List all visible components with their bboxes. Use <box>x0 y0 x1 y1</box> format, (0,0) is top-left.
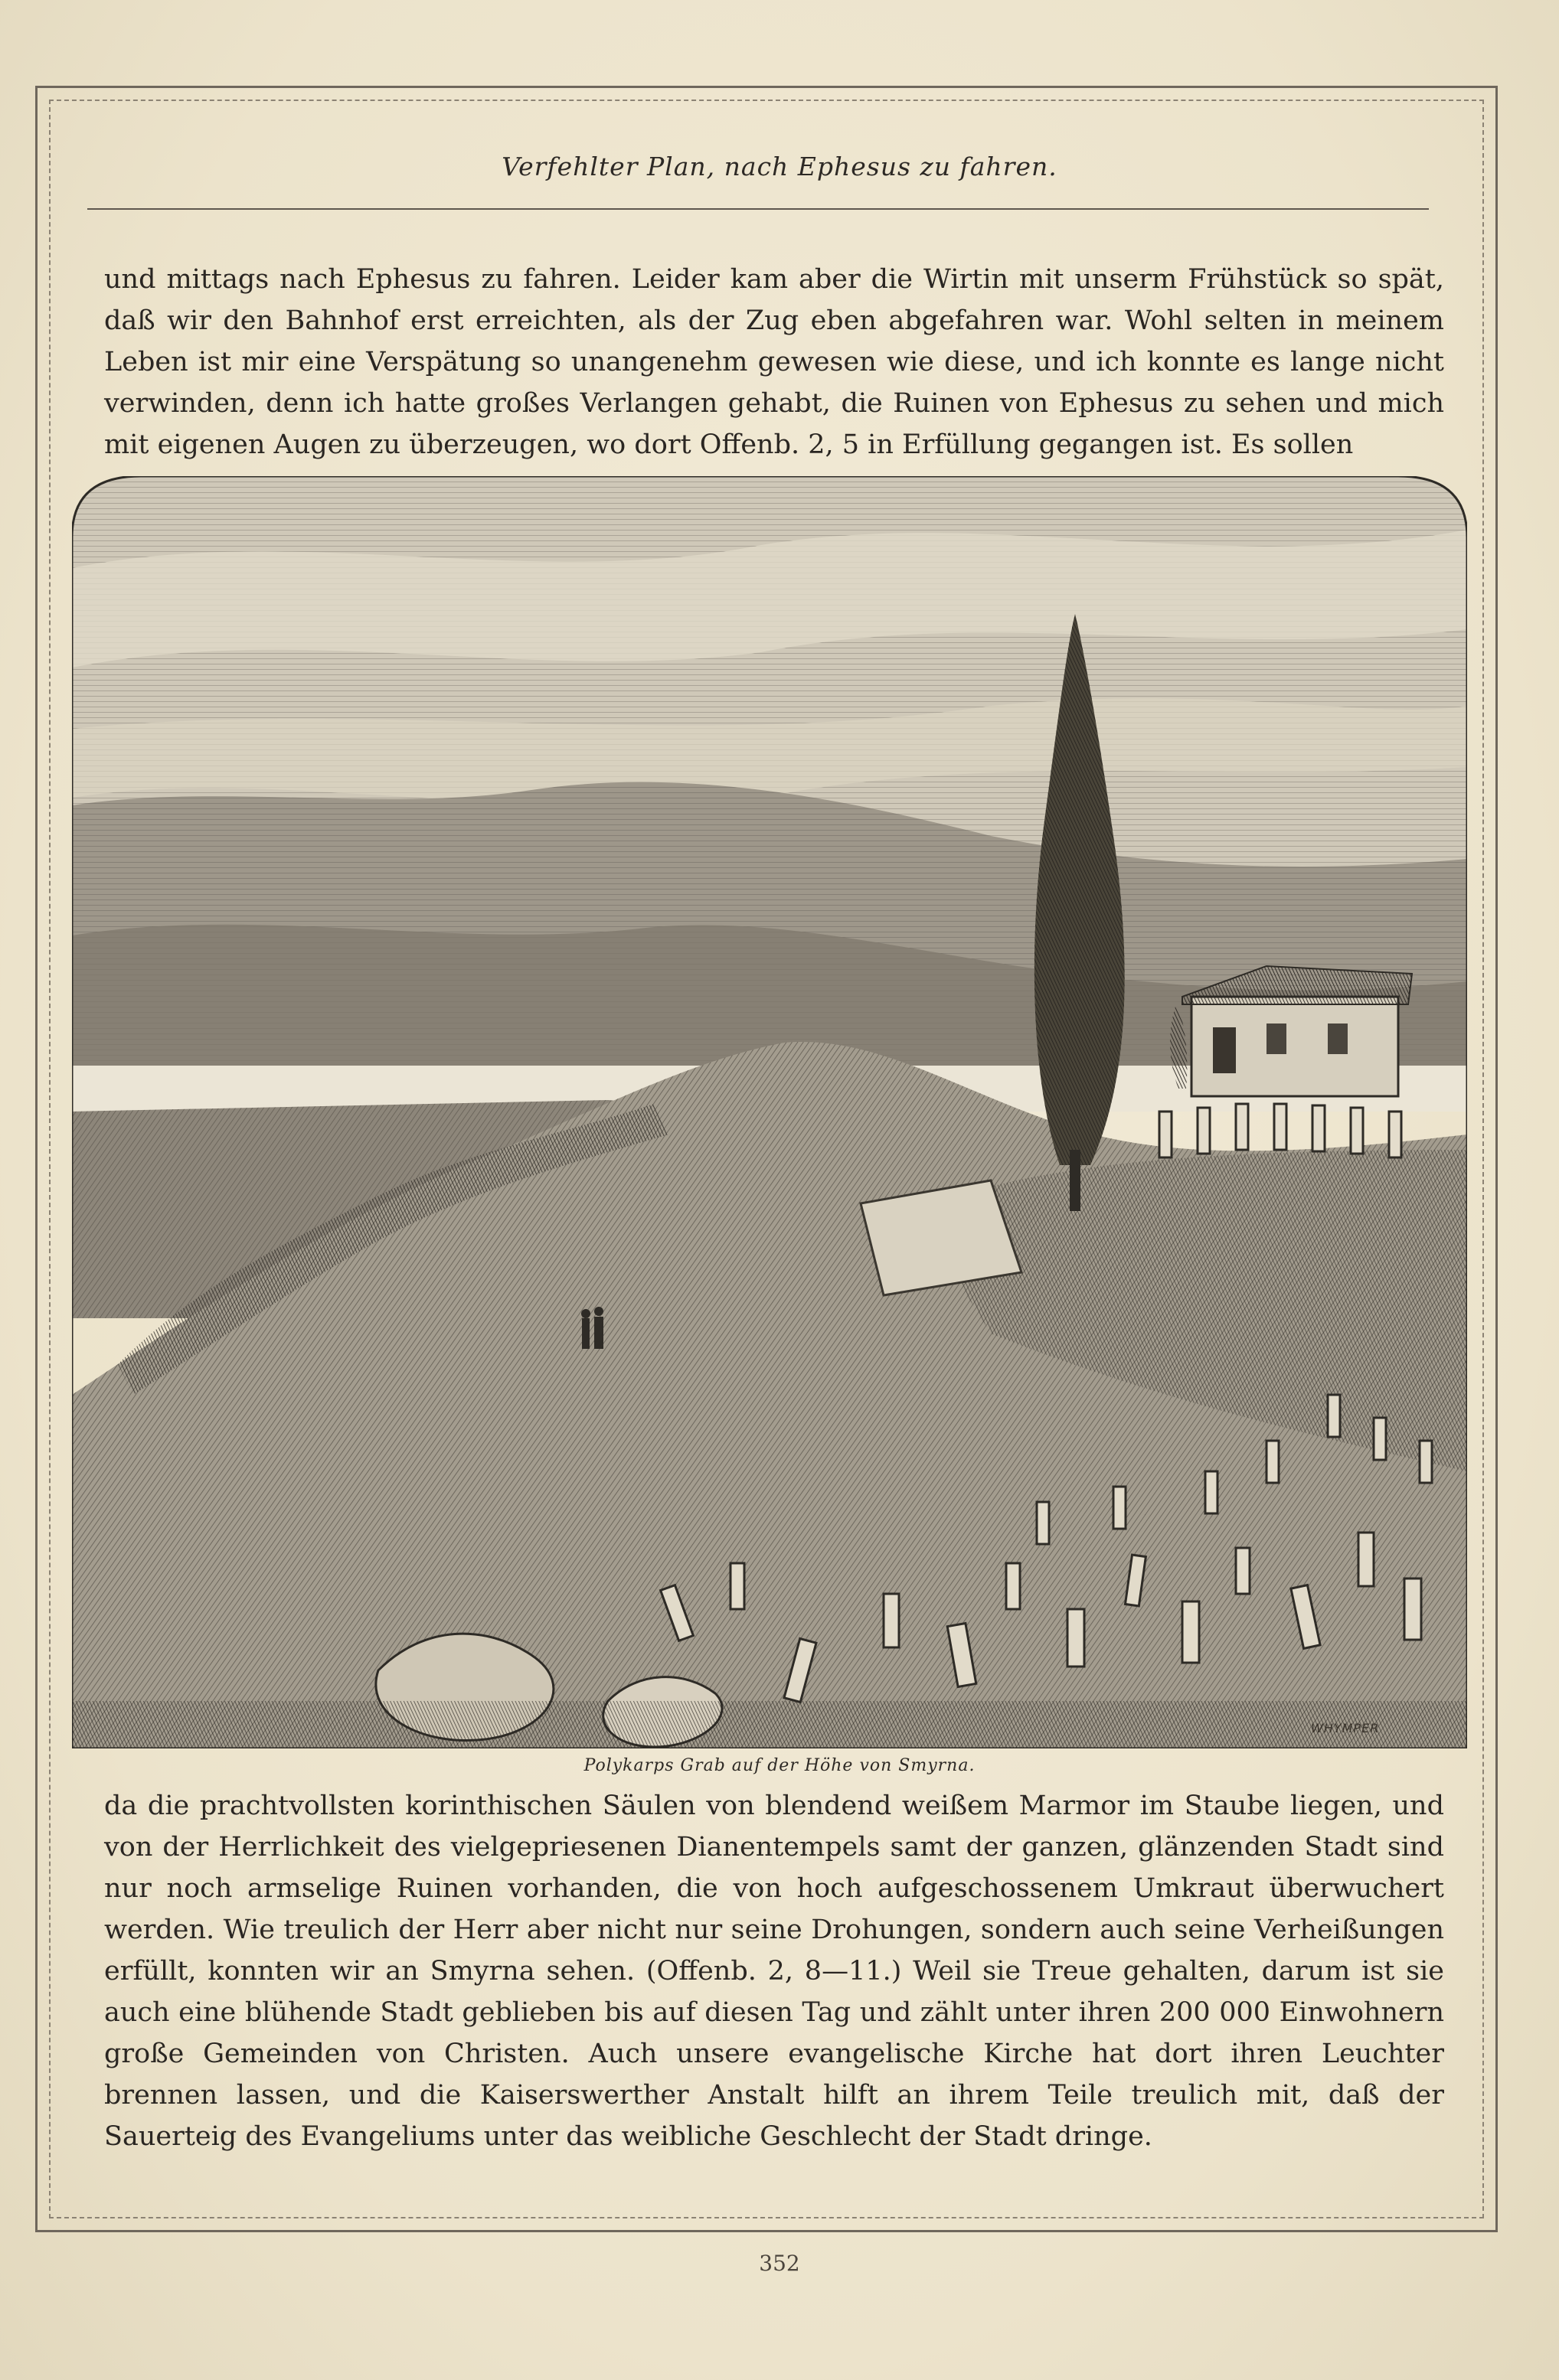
illustration-caption: Polykarps Grab auf der Höhe von Smyrna. <box>583 1756 976 1775</box>
bottom-paragraph: da die prachtvollsten korinthischen Säulen von blendend weißem Marmor im Staube liegen, und von der Herrlichkeit des vielgepriesenen Dianentempels samt der ganzen, glänzenden Stadt sind nur noch armselige Ruinen vorhanden, die von hoch aufgeschossenem Umkraut überwuchert werden. Wie treulich der Herr aber nicht nur seine Drohungen, sondern auch seine Verheißungen erfüllt, konnten wir an Smyrna sehen. (Offenb. 2, 8—11.) Weil sie Treue gehalten, darum ist sie auch eine blühende Stadt geblieben bis auf diesen Tag und zählt unter ihren 200 000 Einwohnern große Gemeinden von Christen. Auch unsere evangelische Kirche hat dort ihren Leuchter brennen lassen, und die Kaiserswerther Anstalt hilft an ihrem Teile treulich mit, daß der Sauerteig des Evangeliums unter das weibliche Geschlecht der Stadt dringe. <box>104 1791 1444 2152</box>
bottom-text-block <box>104 1785 1444 2157</box>
page-number: 352 <box>759 2251 800 2276</box>
running-head: Verfehlter Plan, nach Ephesus zu fahren. <box>502 152 1057 181</box>
engraver-signature: WHYMPER <box>1311 1721 1380 1735</box>
tomb-building <box>1182 966 1412 1096</box>
engraving-svg <box>72 476 1467 1748</box>
top-paragraph: und mittags nach Ephesus zu fahren. Leider kam aber die Wirtin mit unserm Frühstück so spät, daß wir den Bahnhof erst erreichten, als der Zug eben abgefahren war. Wohl selten in meinem Leben ist mir eine Verspätung so unangenehm gewesen wie diese, und ich konnte es lange nicht verwinden, denn ich hatte großes Verlangen gehabt, die Ruinen von Ephesus zu sehen und mich mit eigenen Augen zu überzeugen, wo dort Offenb. 2, 5 in Erfüllung gegangen ist. Es sollen <box>104 264 1444 460</box>
engraving-scene <box>72 476 1467 1748</box>
engraving-illustration <box>72 476 1467 1748</box>
top-text-block <box>104 259 1444 465</box>
header-rule <box>87 208 1429 210</box>
